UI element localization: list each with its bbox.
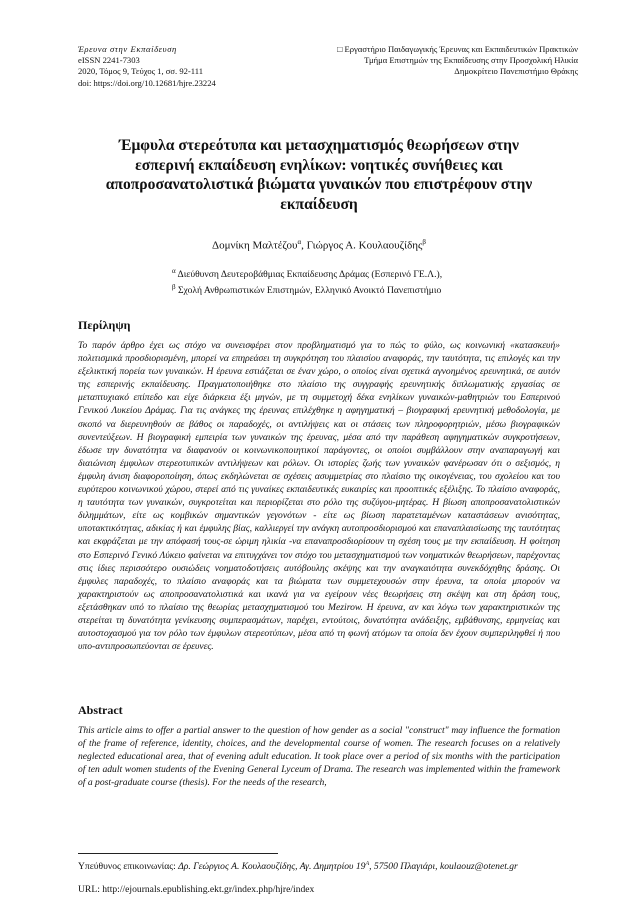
affiliation-text: Σχολή Ανθρωπιστικών Επιστημών, Ελληνικό Ανοικτό Πανεπιστήμιο (177, 285, 442, 297)
affiliation-line (172, 281, 442, 297)
journal-url[interactable]: URL: http://ejournals.epublishing.ekt.gr/index.php/hjre/index (78, 884, 315, 895)
abstract-english-heading: Abstract (78, 703, 123, 717)
title-line: εσπερινή εκπαίδευση ενηλίκων: νοητικές συνήθειες και (135, 156, 503, 174)
author-name: Δομνίκη Μαλτέζου (212, 239, 298, 252)
contact-text: Δρ. Γεώργιος Α. Κουλαουζίδης, Αγ. Δημητρίου 19 (178, 861, 366, 873)
footnote-divider (78, 853, 278, 854)
publisher-header (337, 44, 578, 78)
affiliation-text: Διεύθυνση Δευτεροβάθμιας Εκπαίδευσης Δράμας (Εσπερινό ΓΕ.Λ.), (177, 269, 443, 281)
corresponding-author (78, 861, 518, 872)
affiliation-mark: α (297, 238, 302, 246)
university-name: Δημοκρίτειο Πανεπιστήμιο Θράκης (454, 66, 578, 77)
abstract-english-text: This article aims to offer a partial answer to the question of how gender as a social "construct" may influence the formation of the frame of reference, identity, choices, and the developmental course of women. The research focuses on a relatively neglected educational area, that of evening adult education. It took place over a period of six months with the participation of ten adult women students of the Evening General Lyceum of Drama. The research was implemented within the framework of a post-graduate course (thesis). For the needs of the research, (78, 725, 560, 789)
affiliation-mark: β (172, 283, 176, 292)
abstract-greek-heading: Περίληψη (78, 318, 131, 332)
contact-sup: Α (365, 861, 370, 867)
contact-rest[interactable]: , 57500 Πλαγιάρι, koulaouz@otenet.gr (369, 861, 518, 873)
lab-name: □ Εργαστήριο Παιδαγωγικής Έρευνας και Εκπαιδευτικών Πρακτικών (337, 44, 578, 54)
department-name: Τμήμα Επιστημών της Εκπαίδευσης στην Προσχολική Ηλικία (364, 55, 578, 66)
author-list (78, 238, 560, 252)
affiliations (172, 265, 442, 297)
journal-name: Έρευνα στην Εκπαίδευση (78, 44, 177, 54)
title-line: αποπροσανατολιστικά βιώματα γυναικών που επιστρέφουν στην (105, 176, 533, 194)
author-name: Γιώργος Α. Κουλαουζίδης (306, 239, 423, 252)
title-line: Έμφυλα στερεότυπα και μετασχηματισμός θεωρήσεων στην (119, 137, 519, 154)
abstract-greek-text: Το παρόν άρθρο έχει ως στόχο να συνεισφέρει στον προβληματισμό για το πώς το φύλο, ως κοινωνική «κατασκευή» πολιτισμικά προσδιορισμένη, μπορεί να επηρεάσει τη συγκρότηση του πλαισίου αναφοράς, την ταυτότητα, τις επιλογές και την εξελικτική πορεία των γυναικών. Η έρευνα εστιάζεται σε έναν χώρο, ο οποίος είναι σχετικά αγνοημένος ερευνητικά, σε αυτόν της εσπερινής εκπαίδευσης. Πραγματοποιήθηκε στο πλαίσιο της συγγραφής ερευνητικής διπλωματικής εργασίας σε μεταπτυχιακό επίπεδο και είχε διάρκεια έξι μηνών, με τη συμμετοχή δέκα ενηλίκων γυναικών-μαθητριών του Εσπερινού Γενικού Λυκείου Δράμας. Για τις ανάγκες της έρευνας επιλέχθηκε η αφηγηματική – βιογραφική ερευνητική μεθοδολογία, με σκοπό να διερευνηθούν σε βάθος οι παραδοχές, οι αντιλήψεις και οι στάσεις των πληροφορητριών, μέσω βιογραφικών συνεντεύξεων. Η βιογραφική εμπειρία των γυναικών της έρευνας, μέσα από την παράθεση αφηγηματικών συγκροτήσεων, έδωσε την δυνατότητα να διαφανούν οι κοινωνικοποιητικοί παράγοντες, οι οποίοι συμβάλλουν στην αναπαραγωγή και διαιώνιση έμφυλων στερεοτυπικών αντιλήψεων και ρόλων. Οι ιστορίες ζωής των γυναικών φανέρωσαν ότι ο σεξισμός, η έμφυλη άνιση διαφοροποίηση, όπως εκδηλώνεται σε σχέσεις ασυμμετρίας στο πλαίσιο της οικογένειας, του σχολείου και του ευρύτερου κοινωνικού χώρου, στερεί από τις γυναίκες εκπαιδευτικές ευκαιρίες και προοπτικές εξέλιξης. Το πλαίσιο αναφοράς, η ταυτότητα των γυναικών, συγκροτείται και περιορίζεται στο ρόλο της συζύγου-μητέρας. Η βίωση αποπροσανατολιστικών διλημμάτων, είτε ως κομβικών σημαντικών γεγονότων - είτε ως βίωση παρατεταμένων καταστάσεων ανισότητας, υποτακτικότητας, αδικίας ή και έμφυλης βίας, καλλιεργεί την ανάγκη αυτοπροσδιορισμού και επαναπλαισίωσης της ταυτότητας και εκφράζεται με την απόφασή τους-σε ώριμη ηλικία -να επαναπροσδιορίσουν τη σχέση τους με την εκπαίδευση. Η φοίτηση στο Εσπερινό Γενικό Λύκειο φαίνεται να επιτυγχάνει τον στόχο του μετασχηματισμού των νοηματικών θεωρήσεων, παρέχοντας στις ίδιες περισσότερο ουσιώδεις νοηματοδοτήσεις αυτόβουλης σκέψης και την αναγκαιότητα συνεκδόχηθης δράσης. Οι έμφυλες παραδοχές, το πλαίσιο αναφοράς και τα βιώματα των συμμετεχουσών στην έρευνα, τα οποία μπορούν να χαρακτηριστούν ως αποπροσανατολιστικά και ικανά για να εγείρουν νέες θεωρήσεις στη σκέψη και στη δράση τους, εξετάσθηκαν υπό το πλαίσιο της θεωρίας μετασχηματισμού του Mezirow. Η έρευνα, αν και λόγω των χαρακτηριστικών της στερείται τη δυνατότητα γενίκευσης συμπερασμάτων, παρέχει, εντούτοις, δυνατότητα ανάδειξης, εμβάθυνσης, ερμηνείας και αυτοστοχασμού για τον ρόλο των έμφυλων στερεοτύπων, μέσα από τη φωνή ατόμων τα οποία δεν έχουν συμπεριληφθεί ή που υπο-αντιπροσωπεύονται σε έρευνες. (78, 340, 560, 653)
journal-header (78, 44, 216, 89)
doi-link[interactable]: doi: https://doi.org/10.12681/hjre.23224 (78, 77, 216, 88)
paper-title (78, 136, 560, 214)
affiliation-line (172, 265, 442, 281)
title-line: εκπαίδευση (280, 195, 358, 213)
contact-label: Υπεύθυνος επικοινωνίας: (78, 861, 179, 873)
volume-info: 2020, Τόμος 9, Τεύχος 1, σσ. 92-111 (78, 66, 204, 77)
issn: eISSN 2241-7303 (78, 55, 140, 66)
affiliation-mark: β (422, 238, 426, 246)
author-separator: , (301, 239, 307, 252)
affiliation-mark: α (172, 267, 176, 275)
